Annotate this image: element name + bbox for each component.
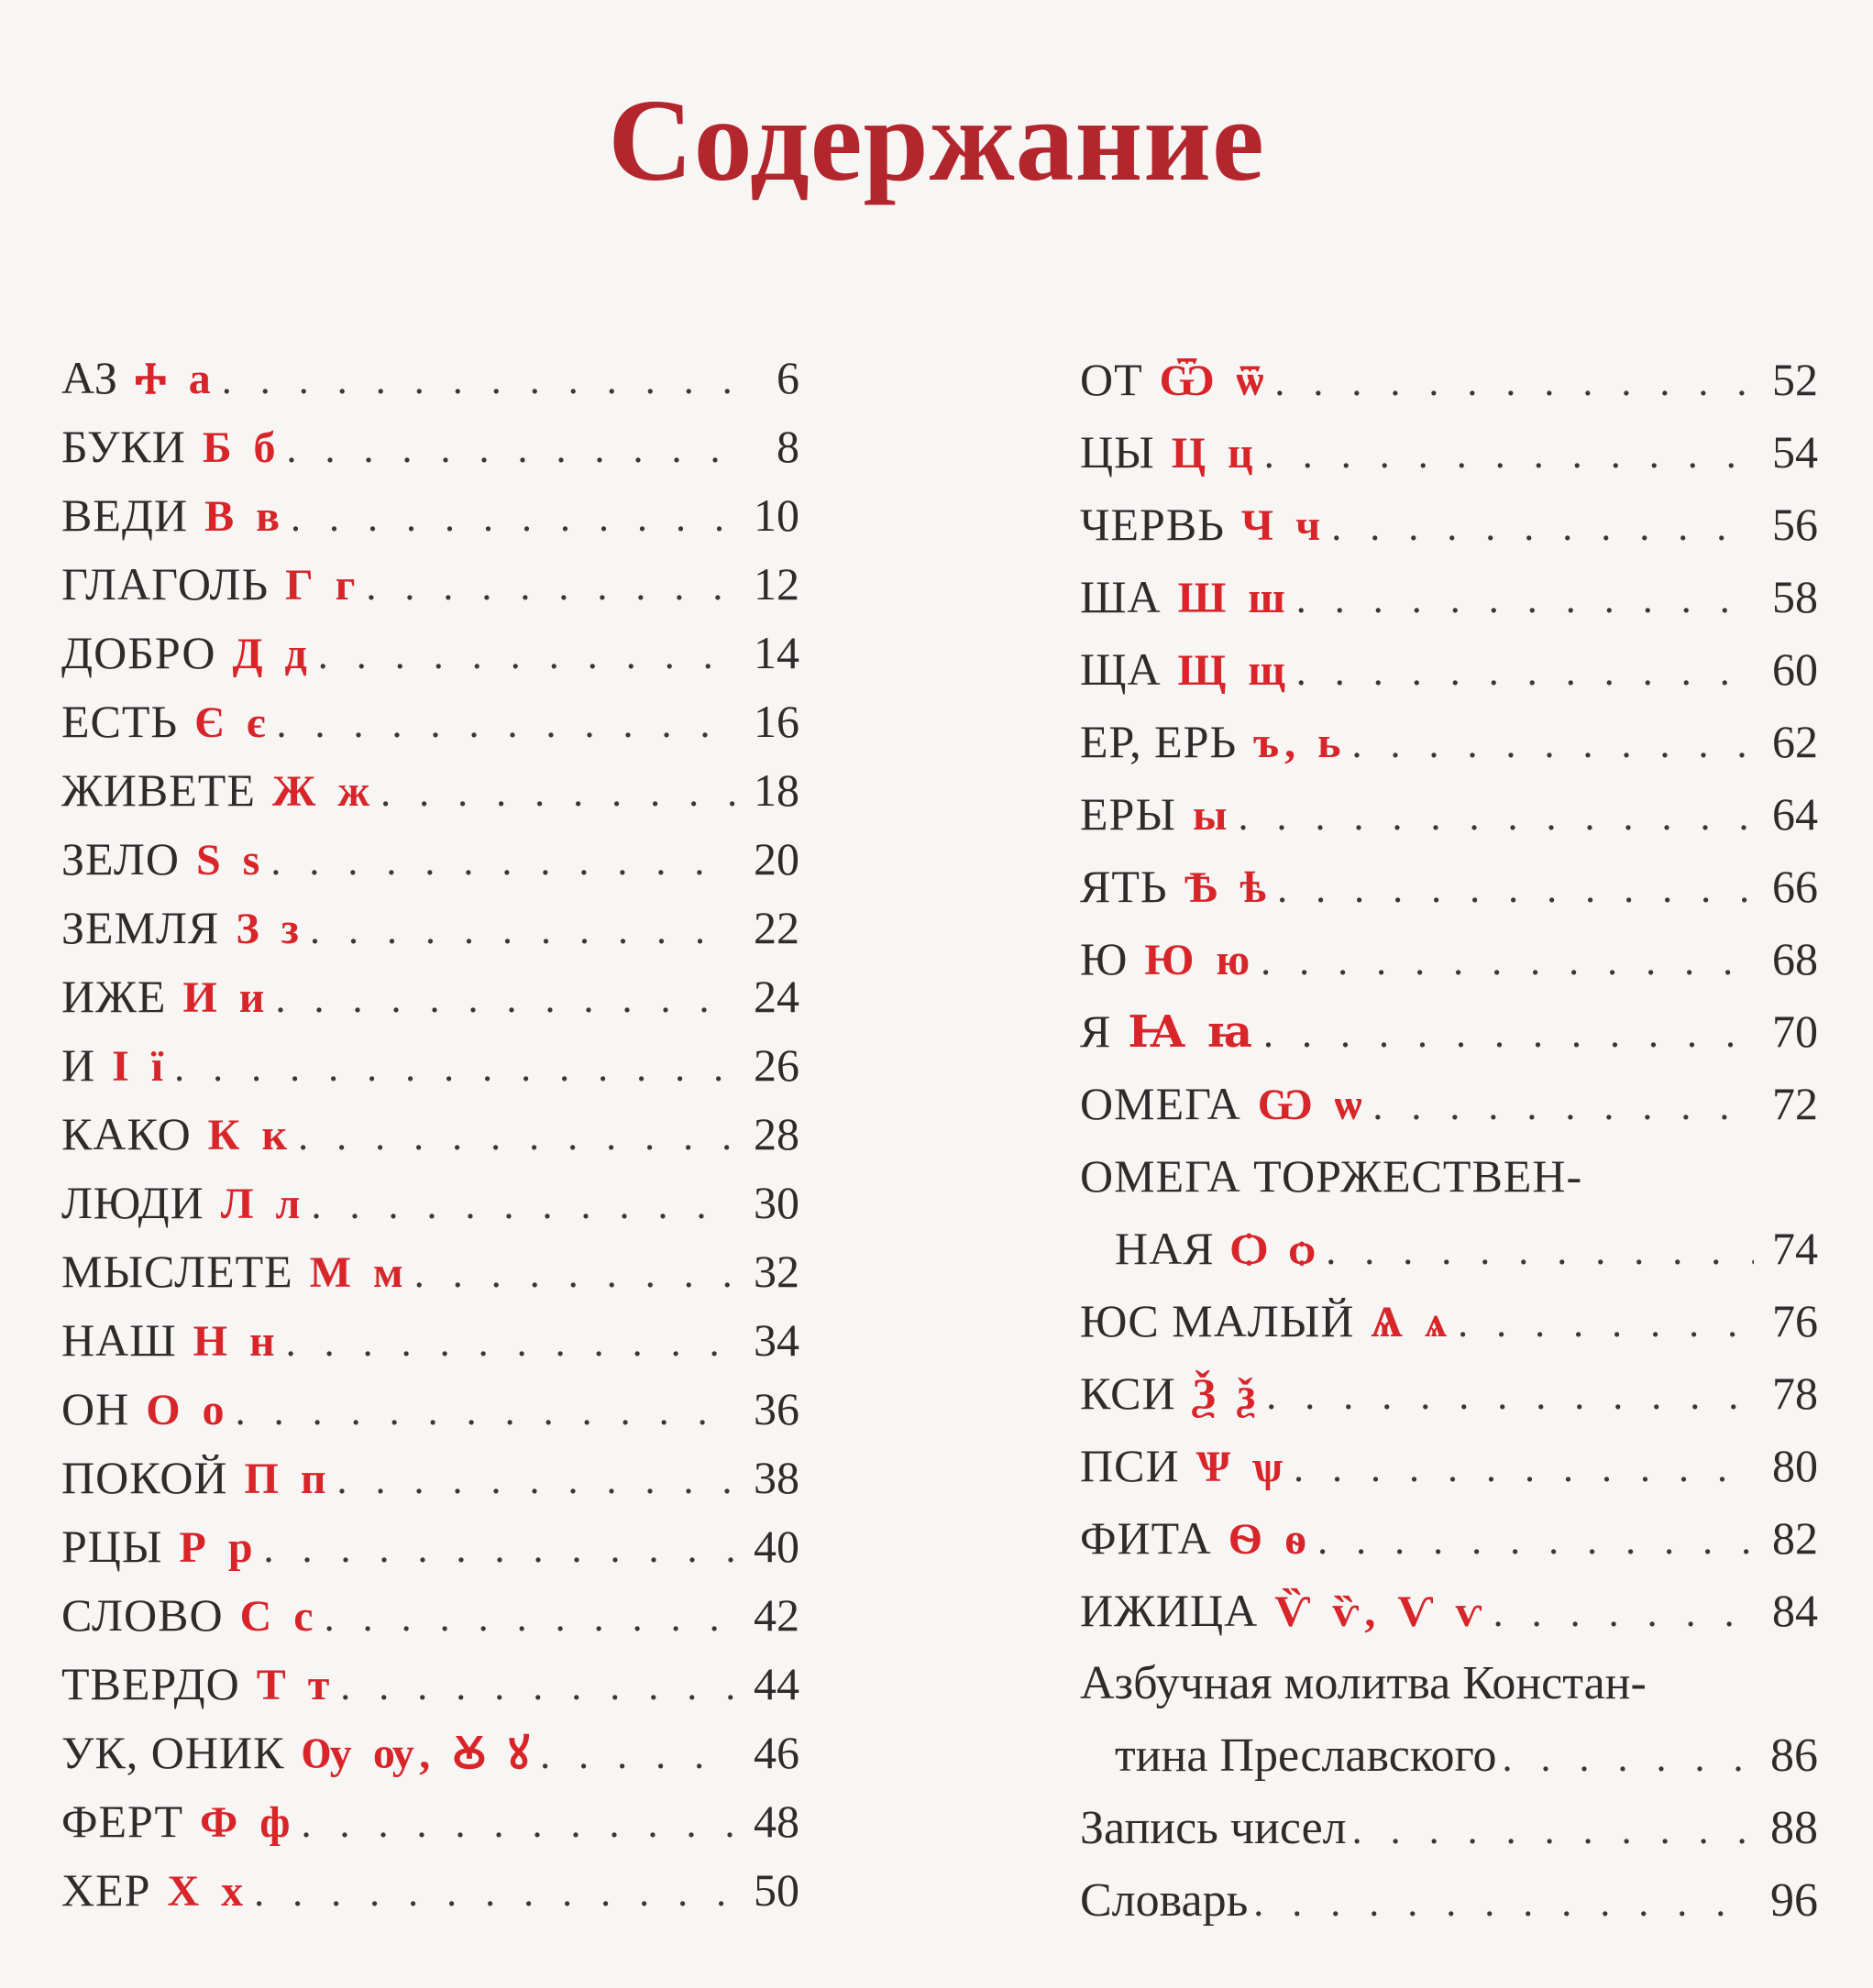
entry-name: ДОБРО: [61, 627, 216, 678]
toc-entry[interactable]: [61, 894, 799, 962]
dot-leader: [1317, 1504, 1754, 1576]
letter-glyph: И и: [182, 973, 270, 1022]
page-number: 84: [1772, 1585, 1818, 1636]
dot-leader: [275, 964, 735, 1033]
toc-entry[interactable]: [61, 1787, 799, 1856]
dot-leader: [1352, 708, 1754, 780]
page-number: 12: [754, 558, 799, 610]
entry-name: ЦЫ: [1080, 426, 1155, 478]
toc-entry[interactable]: [61, 550, 799, 619]
entry-name: КСИ: [1080, 1367, 1176, 1419]
page-number: 28: [754, 1108, 799, 1159]
letter-glyph: З з: [236, 905, 304, 953]
dot-leader: [1266, 1359, 1754, 1432]
dot-leader: [1493, 1576, 1754, 1649]
letter-glyph: Ѯ ѯ: [1192, 1370, 1262, 1419]
entry-name: Азбучная молитва Констан-: [1080, 1657, 1647, 1709]
page-number: 76: [1772, 1295, 1818, 1346]
dot-leader: [380, 758, 735, 827]
letter-glyph: Д д: [232, 630, 313, 678]
toc-entry[interactable]: [1080, 1864, 1818, 1937]
dot-leader: [310, 895, 735, 964]
toc-entry[interactable]: [1080, 778, 1818, 851]
dot-leader: [1274, 346, 1754, 418]
dot-leader: [337, 1445, 735, 1514]
page-number: 52: [1772, 354, 1818, 405]
toc-entry[interactable]: [1080, 1575, 1818, 1647]
toc-entry[interactable]: [61, 1100, 799, 1169]
letter-glyph: О о: [146, 1386, 230, 1434]
entry-name: ША: [1080, 571, 1162, 622]
dot-leader: [318, 621, 735, 689]
letter-glyph: В в: [204, 492, 286, 541]
page-number: 14: [754, 627, 799, 678]
letter-glyph: Ѳ ѳ: [1228, 1515, 1313, 1564]
page-number: 34: [754, 1314, 799, 1366]
dot-leader: [1458, 1287, 1754, 1359]
toc-column-right: [1080, 344, 1818, 1937]
page-number: 8: [777, 421, 799, 472]
dot-leader: [414, 1239, 735, 1308]
page-number: 10: [754, 489, 799, 541]
dot-leader: [311, 1170, 735, 1239]
letter-glyph: ъ, ь: [1253, 719, 1347, 767]
toc-entry[interactable]: [61, 962, 799, 1031]
page-number: 38: [754, 1452, 799, 1503]
dot-leader: [1296, 635, 1754, 708]
toc-entry[interactable]: [1080, 633, 1818, 706]
page-number: 48: [754, 1796, 799, 1847]
page-number: 24: [754, 971, 799, 1022]
entry-name: ЖИВЕТЕ: [61, 764, 256, 816]
toc-entry[interactable]: [1080, 416, 1818, 489]
letter-glyph: Н н: [193, 1317, 281, 1366]
toc-entry[interactable]: [61, 1650, 799, 1719]
toc-entry[interactable]: [61, 1444, 799, 1512]
page-number: 96: [1770, 1874, 1818, 1927]
entry-name: БУКИ: [61, 421, 186, 472]
entry-name: ЯТЬ: [1080, 861, 1168, 912]
page-number: 58: [1772, 571, 1818, 622]
letter-glyph: І ї: [112, 1042, 170, 1091]
entry-name: ФИТА: [1080, 1512, 1212, 1564]
letter-glyph: Ѕ ѕ: [195, 836, 266, 884]
entry-name: МЫСЛЕТЕ: [61, 1246, 293, 1297]
page-number: 86: [1770, 1730, 1818, 1782]
dot-leader: [1261, 925, 1754, 997]
toc-entry[interactable]: [1080, 1719, 1818, 1792]
dot-leader: [276, 689, 735, 758]
entry-name: ЮС МАЛЫЙ: [1080, 1295, 1355, 1346]
toc-entry[interactable]: [1080, 706, 1818, 778]
dot-leader: [340, 1652, 735, 1720]
letter-glyph: Є є: [194, 698, 271, 747]
page-number: 70: [1772, 1005, 1818, 1057]
entry-name: ЛЮДИ: [61, 1177, 204, 1228]
toc-entry[interactable]: [61, 1375, 799, 1444]
dot-leader: [301, 1789, 735, 1858]
dot-leader: [287, 414, 735, 483]
toc-entry[interactable]: [61, 481, 799, 550]
page-number: 22: [754, 902, 799, 953]
toc-entry[interactable]: [1080, 1792, 1818, 1864]
dot-leader: [1502, 1721, 1754, 1794]
page-number: 42: [754, 1589, 799, 1641]
dot-leader: [298, 1102, 735, 1170]
dot-leader: [1331, 490, 1754, 563]
letter-glyph: Ѡ ѡ: [1257, 1081, 1368, 1129]
toc-entry[interactable]: [1080, 1357, 1818, 1430]
dot-leader: [1296, 563, 1754, 635]
entry-name: ВЕДИ: [61, 489, 189, 541]
toc-entry[interactable]: [61, 1237, 799, 1306]
dot-leader: [286, 1308, 735, 1377]
letter-glyph: П п: [244, 1455, 332, 1503]
toc-entry[interactable]: [1080, 1502, 1818, 1575]
entry-name: ГЛАГОЛЬ: [61, 558, 270, 610]
entry-name: ЕСТЬ: [61, 696, 179, 747]
toc-entry-line[interactable]: [1080, 1140, 1818, 1213]
dot-leader: [174, 1033, 735, 1102]
letter-glyph: Ꙗ ꙗ: [1128, 1008, 1258, 1057]
entry-name: ОТ: [1080, 354, 1143, 405]
dot-leader: [291, 483, 735, 552]
entry-name: Запись чисел: [1080, 1802, 1347, 1854]
entry-name: Я: [1080, 1005, 1112, 1057]
page-number: 54: [1772, 426, 1818, 478]
page-number: 88: [1770, 1802, 1818, 1854]
letter-glyph: Ю ю: [1144, 936, 1256, 984]
dot-leader: [1352, 1794, 1754, 1866]
letter-glyph: Ѿ ѿ: [1159, 357, 1270, 405]
entry-name: ЕРЫ: [1080, 788, 1176, 840]
entry-name: ОМЕГА: [1080, 1078, 1241, 1129]
entry-name: Словарь: [1080, 1874, 1249, 1927]
dot-leader: [222, 346, 735, 414]
entry-name: ЧЕРВЬ: [1080, 499, 1225, 550]
dot-leader: [1253, 1866, 1754, 1939]
entry-name: ПСИ: [1080, 1440, 1180, 1491]
entry-name: ЗЕЛО: [61, 833, 180, 884]
letter-glyph: Щ щ: [1177, 646, 1291, 695]
entry-name: ИЖИЦА: [1080, 1585, 1259, 1636]
entry-name: СЛОВО: [61, 1589, 224, 1641]
page-number: 62: [1772, 716, 1818, 767]
toc-entry[interactable]: [61, 1719, 799, 1787]
entry-name: И: [61, 1039, 96, 1091]
letter-glyph: Ⰰ а: [134, 355, 216, 403]
entry-name: ИЖЕ: [61, 971, 167, 1022]
dot-leader: [1372, 1070, 1754, 1142]
toc-entry[interactable]: [1080, 561, 1818, 633]
letter-glyph: Ѣ ѣ: [1184, 863, 1273, 912]
toc-entry[interactable]: [1080, 1430, 1818, 1502]
page-number: 74: [1772, 1223, 1818, 1274]
letter-glyph: Ѧ ѧ: [1371, 1298, 1453, 1346]
letter-glyph: С с: [239, 1592, 319, 1641]
letter-glyph: Ѱ ѱ: [1195, 1443, 1289, 1491]
toc-entry[interactable]: [1080, 1285, 1818, 1357]
page-number: 16: [754, 696, 799, 747]
toc-entry-line[interactable]: [1080, 1647, 1818, 1719]
entry-name: КАКО: [61, 1108, 192, 1159]
entry-name: Ю: [1080, 933, 1129, 984]
toc-entry[interactable]: [61, 1306, 799, 1375]
toc-entry[interactable]: [61, 1581, 799, 1650]
letter-glyph: Ж ж: [271, 767, 376, 816]
entry-name: ОМЕГА ТОРЖЕСТВЕН-: [1080, 1150, 1583, 1202]
dot-leader: [325, 1583, 735, 1652]
page-number: 56: [1772, 499, 1818, 550]
entry-name: ЕР, ЕРЬ: [1080, 716, 1238, 767]
toc-entry[interactable]: [1080, 1068, 1818, 1140]
letter-glyph: Ѷ ѷ, Ѵ ѵ: [1274, 1587, 1488, 1636]
page-number: 60: [1772, 643, 1818, 695]
entry-name: УК, ОНИК: [61, 1727, 285, 1778]
toc-entry[interactable]: [61, 344, 799, 412]
dot-leader: [540, 1720, 735, 1789]
page-number: 72: [1772, 1078, 1818, 1129]
toc-entry[interactable]: [61, 619, 799, 687]
toc-entry[interactable]: [61, 756, 799, 825]
page-number: 20: [754, 833, 799, 884]
page-number: 44: [754, 1658, 799, 1709]
page-number: 82: [1772, 1512, 1818, 1564]
page-number: 30: [754, 1177, 799, 1228]
entry-name: НАШ: [61, 1314, 177, 1366]
letter-glyph: М м: [309, 1248, 409, 1297]
letter-glyph: Т т: [256, 1661, 336, 1709]
page-number: 50: [754, 1864, 799, 1916]
toc-entry[interactable]: [61, 1512, 799, 1581]
letter-glyph: Ч ч: [1240, 501, 1327, 550]
entry-name: ХЕР: [61, 1864, 151, 1916]
page-number: 46: [754, 1727, 799, 1778]
letter-glyph: Ѹ ѹ, Ꙋ ꙋ: [301, 1730, 535, 1778]
letter-glyph: Ф ф: [200, 1798, 296, 1847]
page-number: 68: [1772, 933, 1818, 984]
page-number: 6: [777, 352, 799, 403]
page-number: 18: [754, 764, 799, 816]
toc-entry[interactable]: [61, 687, 799, 756]
letter-glyph: ы: [1192, 791, 1233, 840]
toc-entry[interactable]: [1080, 344, 1818, 416]
letter-glyph: Х х: [167, 1867, 249, 1916]
entry-name: тина Преславского: [1115, 1730, 1497, 1782]
toc-entry[interactable]: [1080, 923, 1818, 995]
toc-entry[interactable]: [61, 1856, 799, 1925]
dot-leader: [366, 552, 735, 621]
letter-glyph: Р р: [179, 1523, 259, 1572]
page-number: 32: [754, 1246, 799, 1297]
toc-entry[interactable]: [61, 412, 799, 481]
dot-leader: [1263, 997, 1754, 1070]
dot-leader: [236, 1377, 735, 1445]
entry-name: РЦЫ: [61, 1521, 163, 1572]
toc-entry[interactable]: [1080, 995, 1818, 1068]
dot-leader: [264, 1514, 735, 1583]
entry-name: ТВЕРДО: [61, 1658, 240, 1709]
page-number: 78: [1772, 1367, 1818, 1419]
letter-glyph: К к: [207, 1111, 293, 1159]
page-number: 40: [754, 1521, 799, 1572]
dot-leader: [254, 1858, 735, 1927]
entry-name: ОН: [61, 1383, 130, 1434]
letter-glyph: Г г: [285, 561, 361, 610]
entry-name: ЗЕМЛЯ: [61, 902, 220, 953]
toc-entry[interactable]: [61, 1169, 799, 1237]
toc-column-left: [61, 344, 799, 1925]
entry-name: ПОКОЙ: [61, 1452, 228, 1503]
letter-glyph: Ц ц: [1171, 429, 1259, 478]
page-number: 36: [754, 1383, 799, 1434]
dot-leader: [270, 827, 735, 895]
dot-leader: [1238, 780, 1754, 852]
letter-glyph: Ш ш: [1177, 574, 1291, 622]
entry-name: НАЯ: [1115, 1223, 1215, 1274]
letter-glyph: Ѻ ѻ: [1230, 1225, 1321, 1274]
letter-glyph: Б б: [202, 423, 281, 472]
toc-entry[interactable]: [1080, 851, 1818, 923]
letter-glyph: Л л: [220, 1180, 306, 1228]
dot-leader: [1294, 1432, 1754, 1504]
page-number: 80: [1772, 1440, 1818, 1491]
page-title: Содержание: [608, 75, 1265, 205]
entry-name: ФЕРТ: [61, 1796, 184, 1847]
dot-leader: [1264, 418, 1754, 490]
page-number: 26: [754, 1039, 799, 1091]
page-number: 66: [1772, 861, 1818, 912]
dot-leader: [1326, 1214, 1754, 1287]
toc-entry[interactable]: [61, 825, 799, 894]
toc-entry[interactable]: [61, 1031, 799, 1100]
entry-name: ЩА: [1080, 643, 1162, 695]
toc-entry[interactable]: [1080, 489, 1818, 561]
entry-name: АЗ: [61, 352, 118, 403]
dot-leader: [1277, 852, 1754, 925]
toc-entry[interactable]: [1080, 1213, 1818, 1285]
page-number: 64: [1772, 788, 1818, 840]
